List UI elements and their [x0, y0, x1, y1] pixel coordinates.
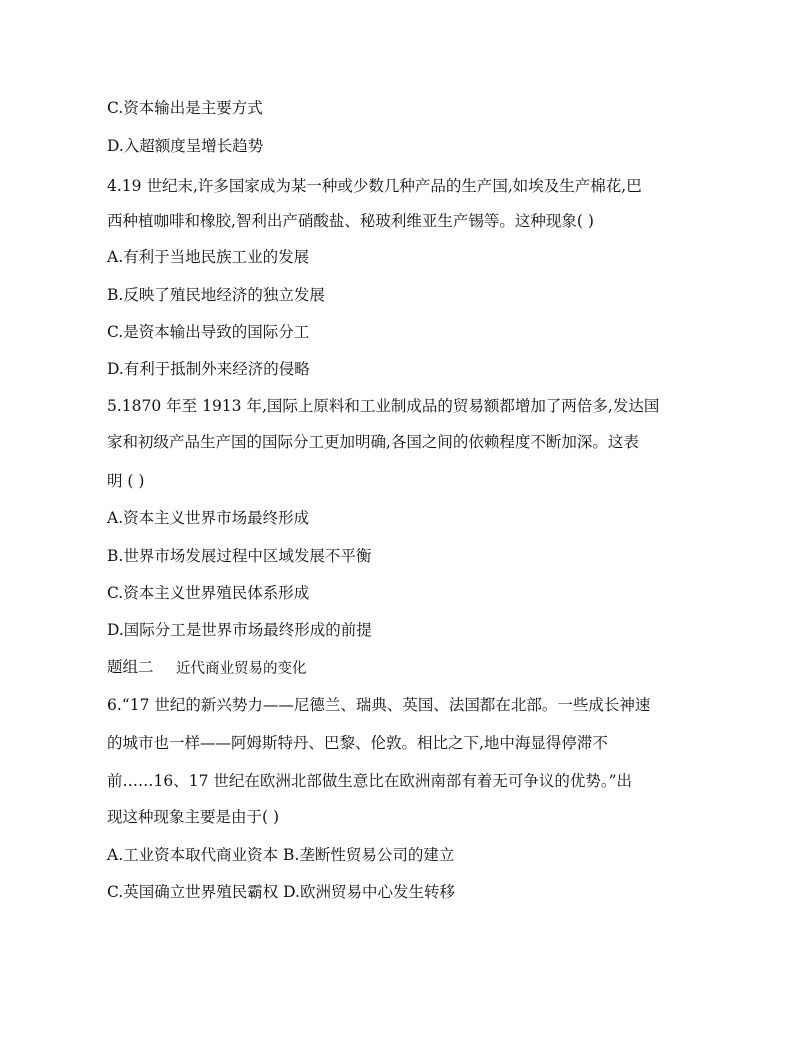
question-6-line-3: 前……16、17 世纪在欧洲北部做生意比在欧洲南部有着无可争议的优势。”出: [107, 772, 633, 790]
option-b-q4: B.反映了殖民地经济的独立发展: [107, 286, 325, 304]
question-5-line-2: 家和初级产品生产国的国际分工更加明确,各国之间的依赖程度不断加深。这表: [107, 433, 639, 451]
option-c-q5: C.资本主义世界殖民体系形成: [107, 584, 310, 602]
section-title: 近代商业贸易的变化: [176, 661, 307, 677]
question-6-line-2: 的城市也一样——阿姆斯特丹、巴黎、伦敦。相比之下,地中海显得停滞不: [107, 734, 608, 752]
option-d-q4: D.有利于抵制外来经济的侵略: [107, 360, 310, 378]
question-6-line-4: 现这种现象主要是由于( ): [107, 808, 280, 826]
section-heading: 题组二: [107, 658, 154, 676]
question-5-line-1: 5.1870 年至 1913 年,国际上原料和工业制成品的贸易额都增加了两倍多,发达国: [107, 397, 660, 415]
question-6-line-1: 6.“17 世纪的新兴势力——尼德兰、瑞典、英国、法国都在北部。一些成长神速: [107, 696, 651, 714]
option-c-q4: C.是资本输出导致的国际分工: [107, 323, 310, 341]
option-a-q5: A.资本主义世界市场最终形成: [107, 509, 310, 527]
question-4-line-2: 西种植咖啡和橡胶,智利出产硝酸盐、秘玻利维亚生产锡等。这种现象( ): [107, 212, 594, 230]
question-4-line-1: 4.19 世纪末,许多国家成为某一种或少数几种产品的生产国,如埃及生产棉花,巴: [107, 177, 642, 195]
options-ab-q6: A.工业资本取代商业资本 B.垄断性贸易公司的建立: [107, 846, 455, 864]
option-d-q5: D.国际分工是世界市场最终形成的前提: [107, 621, 372, 639]
option-c-q3: C.资本输出是主要方式: [107, 99, 263, 117]
option-d-q3: D.入超额度呈增长趋势: [107, 137, 264, 155]
option-a-q4: A.有利于当地民族工业的发展: [107, 248, 310, 266]
question-5-line-3: 明 ( ): [107, 472, 145, 490]
options-cd-q6: C.英国确立世界殖民霸权 D.欧洲贸易中心发生转移: [107, 883, 455, 901]
option-b-q5: B.世界市场发展过程中区域发展不平衡: [107, 547, 372, 565]
